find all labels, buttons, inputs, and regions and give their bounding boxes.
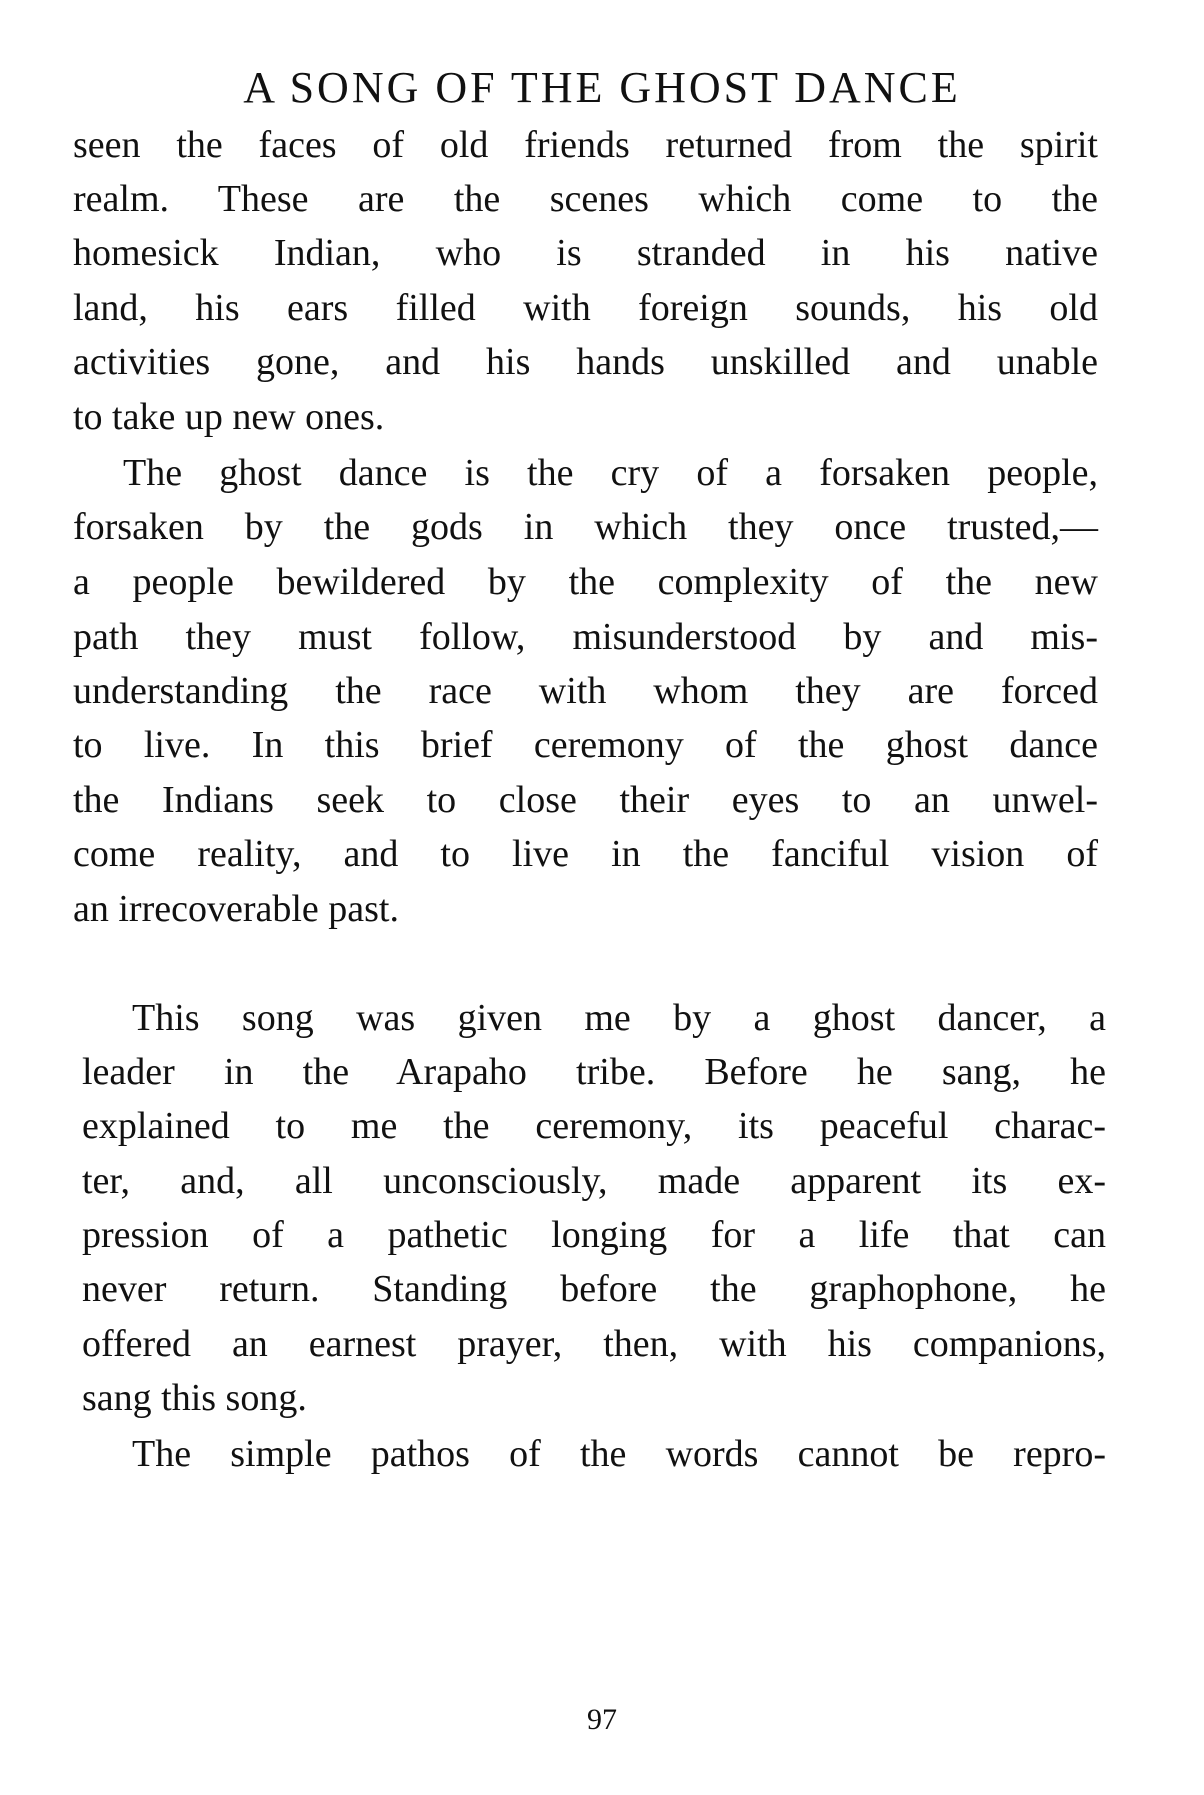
paragraph-1-line: seen the faces of old friends returned from the spirit [73,124,1098,166]
paragraph-2-line: an irrecoverable past. [73,888,399,930]
paragraph-3-line: leader in the Arapaho tribe. Before he sang, he [82,1051,1106,1093]
page-number: 97 [587,1703,617,1736]
paragraph-1-line: land, his ears filled with foreign sounds, his old [73,287,1098,329]
paragraph-2-line: path they must follow, misunderstood by and mis- [73,616,1098,658]
paragraph-1-line: to take up new ones. [73,396,385,438]
paragraph-3-line: pression of a pathetic longing for a life that can [82,1214,1106,1256]
paragraph-2-line: the Indians seek to close their eyes to an unwel- [73,779,1098,821]
running-title: A SONG OF THE GHOST DANCE [243,63,961,112]
paragraph-4-line: The simple pathos of the words cannot be repro- [132,1433,1106,1475]
paragraph-3-line: ter, and, all unconsciously, made apparent its ex- [82,1160,1106,1202]
paragraph-3-line: This song was given me by a ghost dancer, a [132,997,1106,1039]
paragraph-2-line: to live. In this brief ceremony of the ghost dance [73,724,1098,766]
paragraph-2-line: forsaken by the gods in which they once trusted,— [73,506,1098,548]
paragraph-1-line: activities gone, and his hands unskilled and unable [73,341,1098,383]
paragraph-3-line: sang this song. [82,1377,307,1419]
paragraph-3-line: offered an earnest prayer, then, with his companions, [82,1323,1106,1365]
paragraph-2-line: The ghost dance is the cry of a forsaken people, [123,452,1098,494]
paragraph-1-line: homesick Indian, who is stranded in his native [73,232,1098,274]
paragraph-3-line: explained to me the ceremony, its peaceful charac- [82,1105,1106,1147]
paragraph-1-line: realm. These are the scenes which come to the [73,178,1098,220]
paragraph-2-line: a people bewildered by the complexity of the new [73,561,1098,603]
paragraph-2-line: understanding the race with whom they are forced [73,670,1098,712]
paragraph-2-line: come reality, and to live in the fanciful vision of [73,833,1098,875]
paragraph-3-line: never return. Standing before the graphophone, he [82,1268,1106,1310]
